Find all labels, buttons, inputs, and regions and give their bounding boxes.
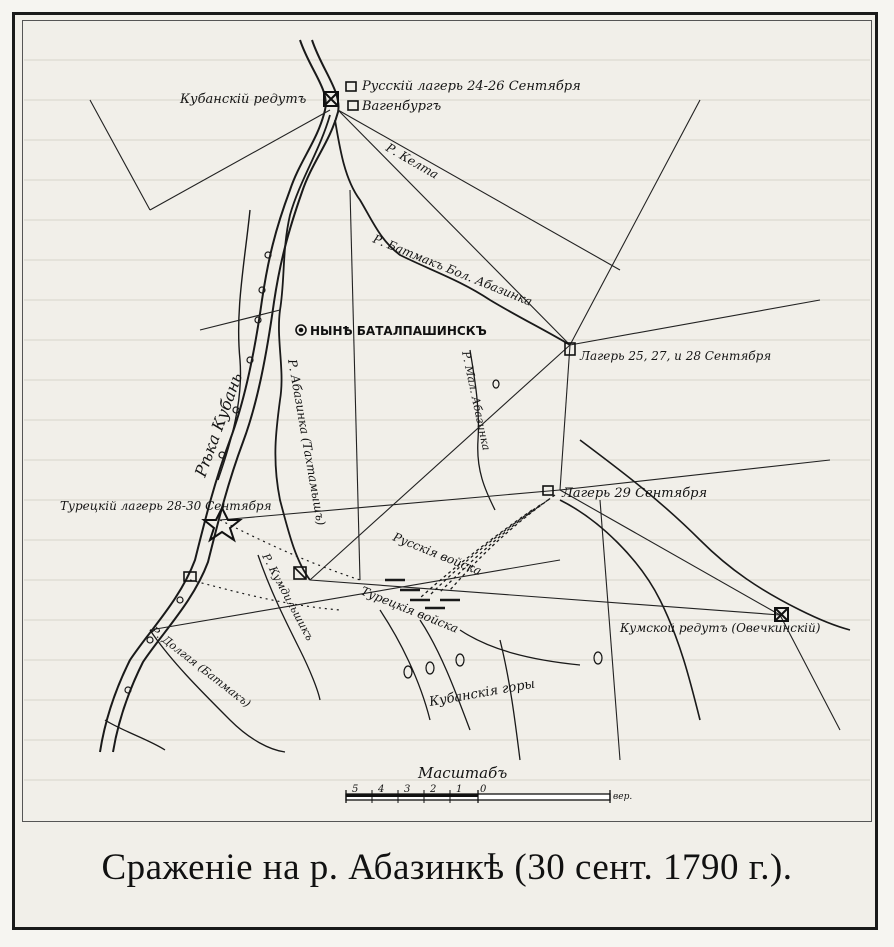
scale-tick-2: 2 xyxy=(430,784,437,795)
scale-tick-1: 1 xyxy=(456,784,463,795)
battlefield-fort-icon xyxy=(294,567,306,579)
label-river-batmak: Р. Батмакъ Бол. Абазинка xyxy=(370,231,535,309)
label-russian-camp-24-26: Русскій лагерь 24-26 Сентября xyxy=(362,79,581,94)
label-kuma-redoubt: Кумской редутъ (Овечкинскій) xyxy=(620,621,821,635)
wagenburg-icon xyxy=(348,101,358,110)
label-kuban-redoubt: Кубанскій редутъ xyxy=(180,92,307,107)
map-caption: Сраженіе на р. Абазинкѣ (30 сент. 1790 г.). xyxy=(101,847,793,888)
label-river-mal-abazinka: Р. Мал. Абазинка xyxy=(459,349,493,452)
russian-camp-icon xyxy=(346,82,356,91)
label-camp-29: Лагерь 29 Сентября xyxy=(562,486,708,501)
label-nyne-batalpashinsk: НЫНѢ БАТАЛПАШИНСКЪ xyxy=(310,324,487,338)
batalpashinsk-icon xyxy=(296,325,306,335)
scale-tick-5: 5 xyxy=(352,784,359,795)
label-kuban-mountains: Кубанскія горы xyxy=(428,676,537,710)
mountain-streams xyxy=(380,610,580,760)
mountain-symbols xyxy=(404,380,602,678)
label-river-kuban: Рѣка Кубань xyxy=(190,370,247,480)
scale-tick-4: 4 xyxy=(378,784,385,795)
label-river-kumdilshik: Р. Кумдильшикъ xyxy=(259,551,317,643)
scale-tick-0: 0 xyxy=(480,784,487,795)
russian-troops-positions xyxy=(420,495,555,598)
label-camp-25-27-28: Лагерь 25, 27, и 28 Сентября xyxy=(580,349,772,363)
scale-tick-3: 3 xyxy=(404,784,411,795)
label-river-abazinka: Р. Абазинка (Тахтамышъ) xyxy=(285,358,329,527)
label-turkish-camp: Турецкій лагерь 28-30 Сентября xyxy=(60,499,272,513)
label-river-dolgaya: Р. Долгая (Батмакъ) xyxy=(148,624,254,711)
scale-bar xyxy=(346,764,632,803)
label-turkish-troops: Турецкія войска xyxy=(358,583,461,636)
label-russian-troops: Русскія войска xyxy=(390,529,484,579)
label-river-kelta: Р. Келта xyxy=(383,140,441,182)
scale-unit: вер. xyxy=(613,792,633,802)
label-wagenburg: Вагенбургъ xyxy=(362,99,442,114)
scale-title: Масштабъ xyxy=(418,764,508,782)
dolgaya-river xyxy=(105,630,285,752)
